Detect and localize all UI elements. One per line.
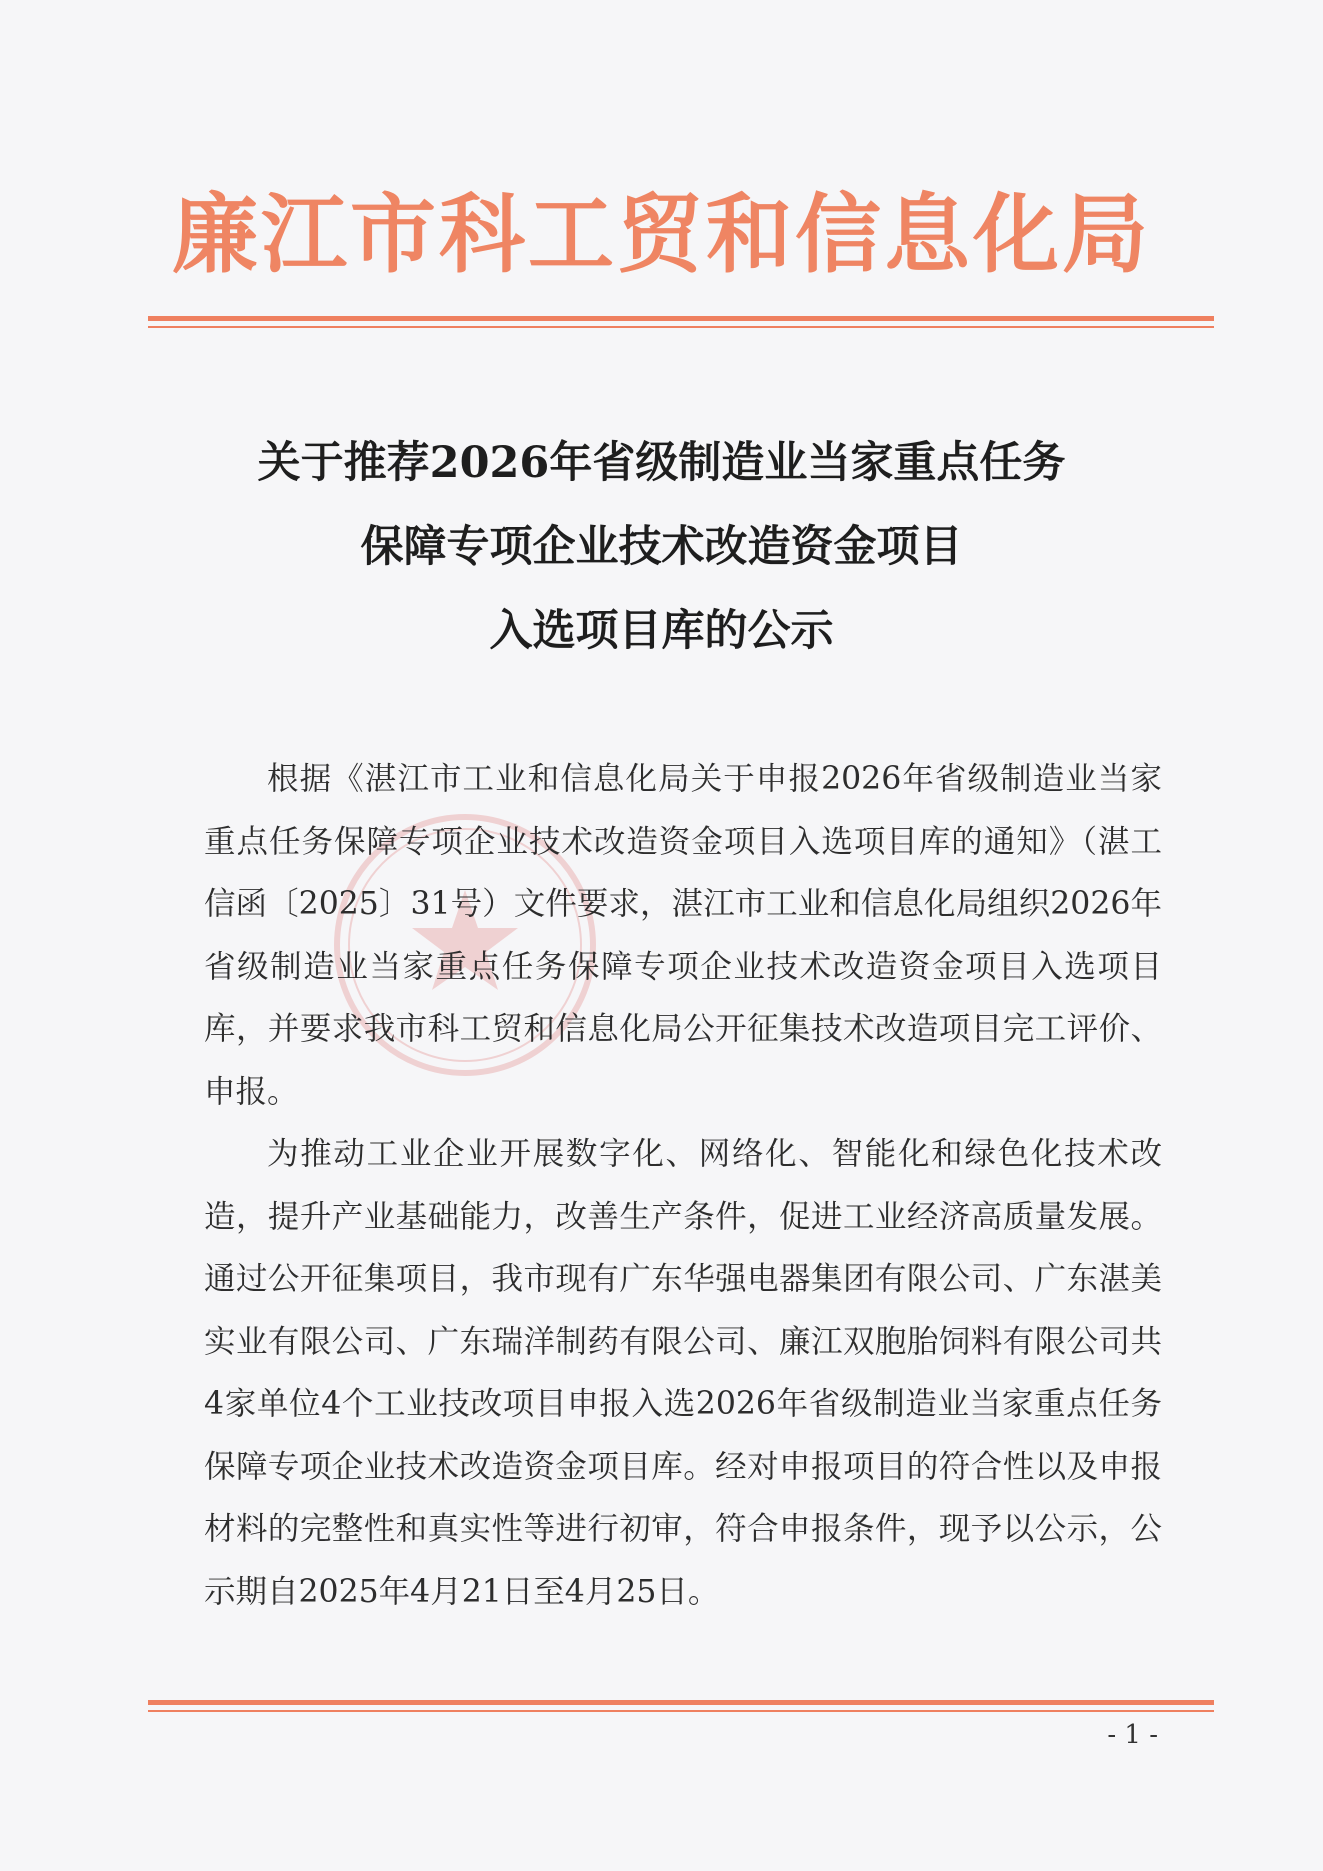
- title-line-1: 关于推荐2026年省级制造业当家重点任务: [257, 438, 1066, 488]
- footer-rule-top: [148, 1700, 1214, 1705]
- letterhead-rule-top: [148, 316, 1214, 321]
- title-line-3: 入选项目库的公示: [489, 606, 834, 656]
- letterhead-org-name: 廉江市科工贸和信息化局: [172, 184, 1151, 285]
- page-number: - 1 -: [1107, 1720, 1158, 1750]
- body-text: [204, 748, 1162, 1623]
- title-line-2: 保障专项企业技术改造资金项目: [360, 522, 963, 572]
- body-paragraph-2: 为推动工业企业开展数字化、网络化、智能化和绿色化技术改造，提升产业基础能力，改善生产条件，促进工业经济高质量发展。通过公开征集项目，我市现有广东华强电器集团有限公司、广东湛美实业有限公司、广东瑞洋制药有限公司、廉江双胞胎饲料有限公司共4家单位4个工业技改项目申报入选2026年省级制造业当家重点任务保障专项企业技术改造资金项目库。经对申报项目的符合性以及申报材料的完整性和真实性等进行初审，符合申报条件，现予以公示，公示期自2025年4月21日至4月25日。: [204, 1136, 1162, 1610]
- letterhead-rule-bottom: [148, 326, 1214, 328]
- body-paragraph-1: 根据《湛江市工业和信息化局关于申报2026年省级制造业当家重点任务保障专项企业技术改造资金项目入选项目库的通知》（湛工信函〔2025〕31号）文件要求，湛江市工业和信息化局组织2026年省级制造业当家重点任务保障专项企业技术改造资金项目入选项目库，并要求我市科工贸和信息化局公开征集技术改造项目完工评价、申报。: [204, 761, 1162, 1110]
- footer-rule-bottom: [148, 1710, 1214, 1712]
